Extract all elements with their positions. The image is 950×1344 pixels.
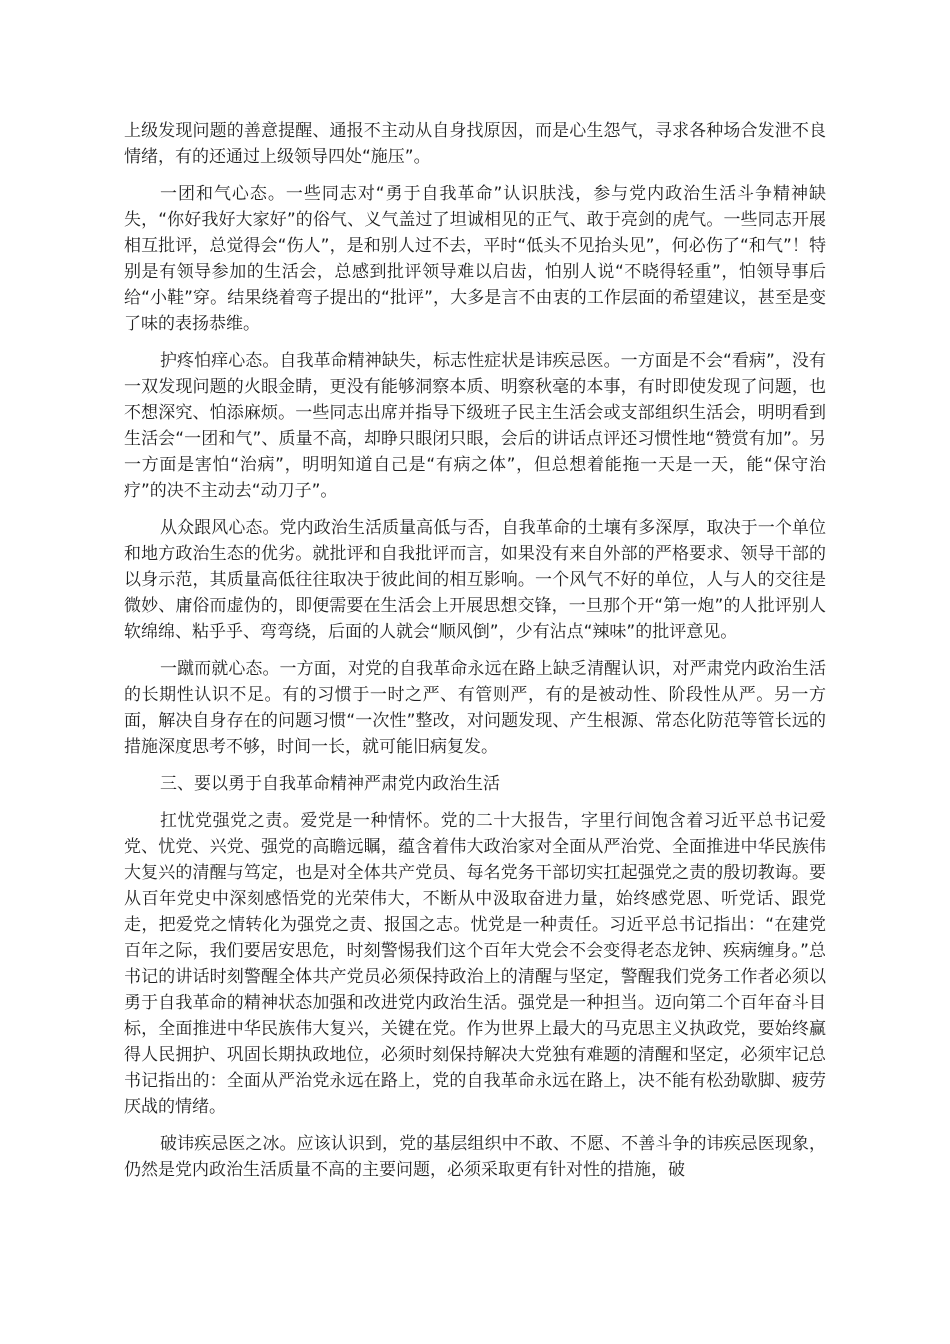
paragraph-one-shot-mindset: 一蹴而就心态。一方面，对党的自我革命永远在路上缺乏清醒认识，对严肃党内政治生活的长期性认识不足。有的习惯于一时之严、有管则严，有的是被动性、阶段性从严。另一方面，解决自身存在的问题习惯“一次性”整改，对问题发现、产生根源、常态化防范等管长远的措施深度思考不够，时间一长，就可能旧病复发。	[124, 659, 826, 757]
paragraph-continuation: 上级发现问题的善意提醒、通报不主动从自身找原因，而是心生怨气，寻求各种场合发泄不良情绪，有的还通过上级领导四处“施压”。	[124, 121, 826, 167]
paragraph-harmony-mindset: 一团和气心态。一些同志对“勇于自我革命”认识肤浅，参与党内政治生活斗争精神缺失，“你好我好大家好”的俗气、义气盖过了坦诚相见的正气、敢于亮剑的虎气。一些同志开展相互批评，总觉得会“伤人”，是和别人过不去，平时“低头不见抬头见”，何必伤了“和气”！特别是有领导参加的生活会，总感到批评领导难以启齿，怕别人说“不晓得轻重”，怕领导事后给“小鞋”穿。结果绕着弯子提出的“批评”，大多是言不由衷的工作层面的希望建议，甚至是变了味的表扬恭维。	[124, 184, 826, 334]
paragraph-conformity-mindset: 从众跟风心态。党内政治生活质量高低与否，自我革命的土壤有多深厚，取决于一个单位和地方政治生态的优劣。就批评和自我批评而言，如果没有来自外部的严格要求、领导干部的以身示范，其质量高低往往取决于彼此间的相互影响。一个风气不好的单位，人与人的交往是微妙、庸俗而虚伪的，即便需要在生活会上开展思想交锋，一旦那个开“第一炮”的人批评别人软绵绵、粘乎乎、弯弯绕，后面的人就会“顺风倒”，少有沾点“辣味”的批评意见。	[124, 518, 826, 642]
paragraph-avoid-pain-mindset: 护疼怕痒心态。自我革命精神缺失，标志性症状是讳疾忌医。一方面是不会“看病”，没有一双发现问题的火眼金睛，更没有能够洞察本质、明察秋毫的本事，有时即使发现了问题，也不想深究、怕添麻烦。一些同志出席并指导下级班子民主生活会或支部组织生活会，明明看到生活会“一团和气”、质量不高，却睁只眼闭只眼，会后的讲话点评还习惯性地“赞赏有加”。另一方面是害怕“治病”，明明知道自己是“有病之体”，但总想着能拖一天是一天，能“保守治疗”的决不主动去“动刀子”。	[124, 351, 826, 501]
paragraph-break-the-ice: 破讳疾忌医之冰。应该认识到，党的基层组织中不敢、不愿、不善斗争的讳疾忌医现象，仍然是党内政治生活质量不高的主要问题，必须采取更有针对性的措施，破	[124, 1134, 826, 1180]
paragraph-party-responsibility: 扛忧党强党之责。爱党是一种情怀。党的二十大报告，字里行间饱含着习近平总书记爱党、忧党、兴党、强党的高瞻远瞩，蕴含着伟大政治家对全面从严治党、全面推进中华民族伟大复兴的清醒与笃定，也是对全体共产党员、每名党务干部切实扛起强党之责的殷切教诲。要从百年党史中深刻感悟党的光荣伟大，不断从中汲取奋进力量，始终感党恩、听党话、跟党走，把爱党之情转化为强党之责、报国之志。忧党是一种责任。习近平总书记指出：“在建党百年之际，我们要居安思危，时刻警惕我们这个百年大党会不会变得老态龙钟、疾病缠身。”总书记的讲话时刻警醒全体共产党员必须保持政治上的清醒与坚定，警醒我们党务工作者必须以勇于自我革命的精神状态加强和改进党内政治生活。强党是一种担当。迈向第二个百年奋斗目标，全面推进中华民族伟大复兴，关键在党。作为世界上最大的马克思主义执政党，要始终赢得人民拥护、巩固长期执政地位，必须时刻保持解决大党独有难题的清醒和坚定，必须牢记总书记指出的：全面从严治党永远在路上，党的自我革命永远在路上，决不能有松劲歇脚、疲劳厌战的情绪。	[124, 811, 826, 1117]
document-page	[124, 118, 826, 1194]
section-heading: 三、要以勇于自我革命精神严肃党内政治生活	[160, 774, 500, 794]
